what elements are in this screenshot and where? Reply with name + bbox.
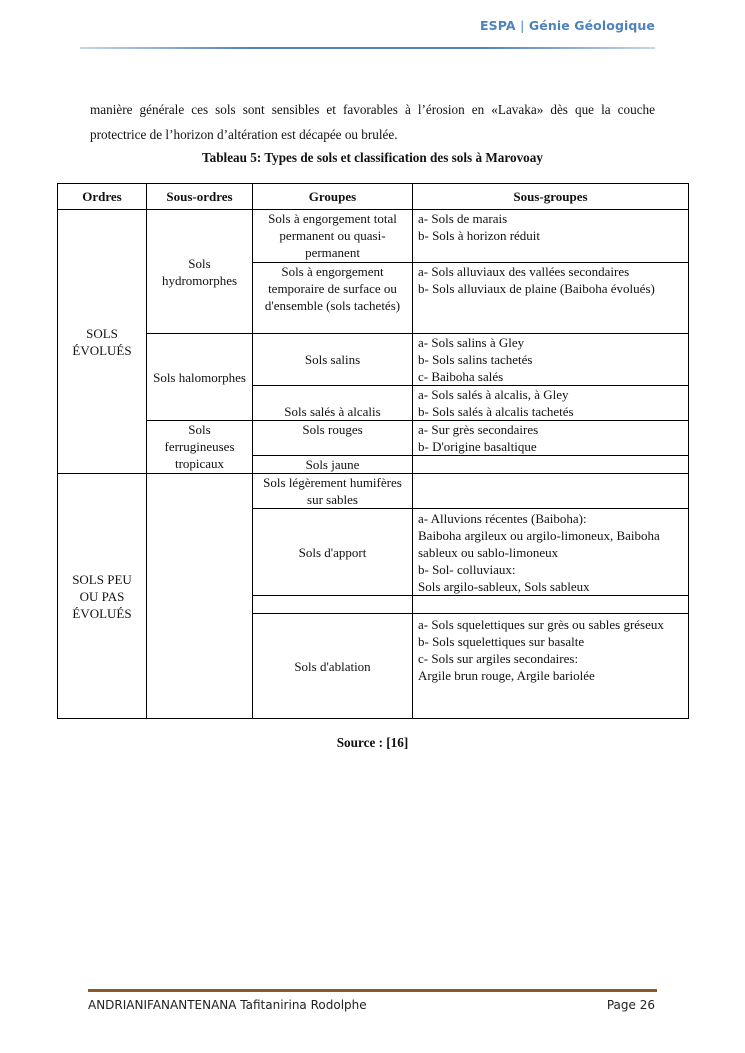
header-groupes: Groupes	[253, 184, 413, 210]
empty-cell	[413, 596, 689, 614]
sous-groupe-line: Sols argilo-sableux, Sols sableux	[418, 578, 590, 594]
header-org: ESPA	[480, 18, 516, 33]
sous-groupe-line: b- Sols squelettiques sur basalte	[418, 634, 585, 649]
running-header	[480, 18, 655, 33]
body-paragraph: manière générale ces sols sont sensibles et favorables à l’érosion en «Lavaka» dès que la couche protectrice de l’horizon d’altération est décapée ou brulée.	[90, 102, 655, 142]
sous-ordre-cell: Sols hydromorphes	[147, 210, 253, 334]
footer-page-number: Page 26	[606, 998, 655, 1012]
empty-cell	[413, 474, 689, 509]
ordre-cell: SOLS PEU OU PAS ÉVOLUÉS	[58, 474, 147, 719]
table-source: Source : [16]	[336, 735, 409, 750]
table-row	[58, 474, 689, 509]
empty-cell	[413, 456, 689, 474]
groupe-cell: Sols salés à alcalis	[253, 386, 413, 421]
soil-classification-table	[57, 183, 689, 719]
sous-groupe-line: b- Sols à horizon réduit	[418, 228, 541, 243]
groupe-cell: Sols d'ablation	[253, 614, 413, 719]
table-header-row	[58, 184, 689, 210]
groupe-cell: Sols à engorgement temporaire de surface ou d'ensemble (sols tachetés)	[253, 263, 413, 334]
empty-cell	[253, 596, 413, 614]
table-row	[58, 210, 689, 263]
sous-groupe-line: c- Baiboha salés	[418, 369, 504, 384]
sous-groupe-line: b- Sols alluviaux de plaine (Baiboha évolués)	[418, 281, 655, 296]
table-row	[58, 421, 689, 456]
sous-groupe-line: Argile brun rouge, Argile bariolée	[418, 668, 595, 683]
groupe-cell: Sols à engorgement total permanent ou quasi-permanent	[253, 210, 413, 263]
sous-groupe-cell	[413, 614, 689, 719]
sous-groupe-line: a- Sols squelettiques sur grès ou sables gréseux	[418, 617, 664, 632]
sous-groupe-line: b- D'origine basaltique	[418, 439, 537, 454]
sous-groupe-cell	[413, 210, 689, 263]
groupe-cell: Sols d'apport	[253, 509, 413, 596]
sous-groupe-line: b- Sols salés à alcalis tachetés	[418, 404, 574, 419]
sous-groupe-line: a- Sur grès secondaires	[418, 422, 539, 437]
sous-groupe-line: a- Sols alluviaux des vallées secondaires	[418, 264, 630, 279]
sous-groupe-cell	[413, 386, 689, 421]
ordre-cell: SOLS ÉVOLUÉS	[58, 210, 147, 474]
table-row	[58, 334, 689, 386]
sous-ordre-cell: Sols ferrugineuses tropicaux	[147, 421, 253, 474]
empty-cell	[147, 474, 253, 719]
header-rule	[80, 47, 655, 49]
sous-groupe-cell	[413, 334, 689, 386]
groupe-cell: Sols légèrement humifères sur sables	[253, 474, 413, 509]
footer-author: ANDRIANIFANANTENANA Tafitanirina Rodolphe	[88, 998, 367, 1012]
sous-groupe-line: a- Alluvions récentes (Baiboha):	[418, 510, 587, 526]
header-dept: Génie Géologique	[528, 18, 655, 33]
groupe-cell: Sols salins	[253, 334, 413, 386]
sous-ordre-cell: Sols halomorphes	[147, 334, 253, 421]
header-sous-ordres: Sous-ordres	[147, 184, 253, 210]
header-sous-groupes: Sous-groupes	[413, 184, 689, 210]
sous-groupe-line: Baiboha argileux ou argilo-limoneux, Baiboha sableux ou sablo-limoneux	[418, 527, 660, 560]
sous-groupe-cell	[413, 509, 689, 596]
sous-groupe-cell	[413, 421, 689, 456]
footer-rule	[88, 989, 657, 992]
sous-groupe-line: b- Sol- colluviaux:	[418, 561, 516, 577]
sous-groupe-line: a- Sols salins à Gley	[418, 335, 525, 350]
sous-groupe-cell	[413, 263, 689, 334]
header-ordres: Ordres	[58, 184, 147, 210]
sous-groupe-line: c- Sols sur argiles secondaires:	[418, 651, 579, 666]
table-caption: Tableau 5: Types de sols et classification des sols à Marovoay	[202, 150, 543, 165]
groupe-cell: Sols jaune	[253, 456, 413, 474]
sous-groupe-line: a- Sols de marais	[418, 211, 508, 226]
sous-groupe-line: b- Sols salins tachetés	[418, 352, 533, 367]
header-separator: |	[520, 18, 525, 33]
groupe-cell: Sols rouges	[253, 421, 413, 456]
sous-groupe-line: a- Sols salés à alcalis, à Gley	[418, 387, 569, 402]
